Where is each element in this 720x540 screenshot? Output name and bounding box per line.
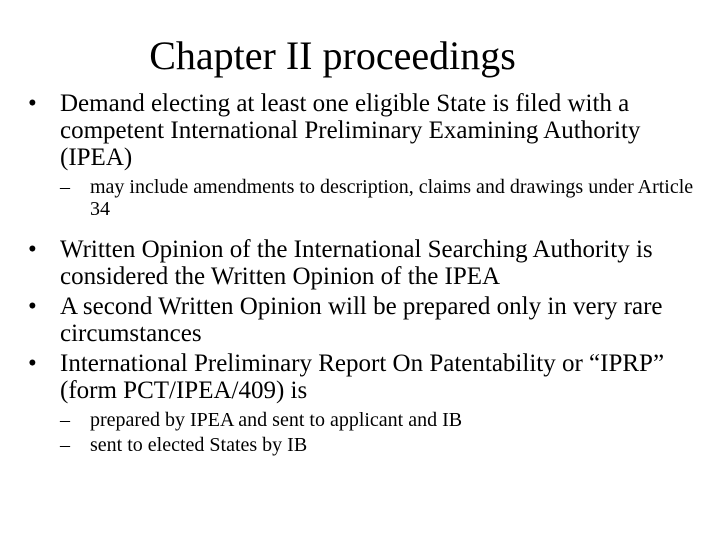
slide-title: Chapter II proceedings — [149, 33, 516, 78]
bullet-dot: • — [28, 293, 37, 320]
bullet-item — [28, 350, 708, 404]
sub-bullet-dash: – — [60, 434, 70, 456]
bullet-text: International Preliminary Report On Patentability or “IPRP” (form PCT/IPEA/409) is — [60, 350, 665, 404]
bullet-item — [28, 90, 708, 171]
sub-bullet-text: sent to elected States by IB — [90, 434, 308, 456]
bullet-text: Written Opinion of the International Searching Authority is considered the Written Opinion of the IPEA — [60, 236, 653, 290]
bullet-text: Demand electing at least one eligible State is filed with a competent International Preliminary Examining Authority (IPEA) — [60, 90, 641, 171]
sub-bullet-dash: – — [60, 409, 70, 431]
bullet-dot: • — [28, 236, 37, 263]
sub-bullet-text: prepared by IPEA and sent to applicant and IB — [90, 409, 463, 431]
sub-bullet-item — [28, 176, 708, 220]
slide-body — [28, 90, 708, 456]
sub-bullet-dash: – — [60, 176, 70, 198]
bullet-dot: • — [28, 350, 37, 377]
bullet-item — [28, 293, 708, 347]
sub-bullet-item — [28, 434, 708, 456]
bullet-item — [28, 236, 708, 290]
sub-bullet-text: may include amendments to description, claims and drawings under Article 34 — [90, 176, 694, 220]
sub-bullet-item — [28, 409, 708, 431]
bullet-dot: • — [28, 90, 37, 117]
bullet-text: A second Written Opinion will be prepared only in very rare circumstances — [60, 293, 663, 347]
